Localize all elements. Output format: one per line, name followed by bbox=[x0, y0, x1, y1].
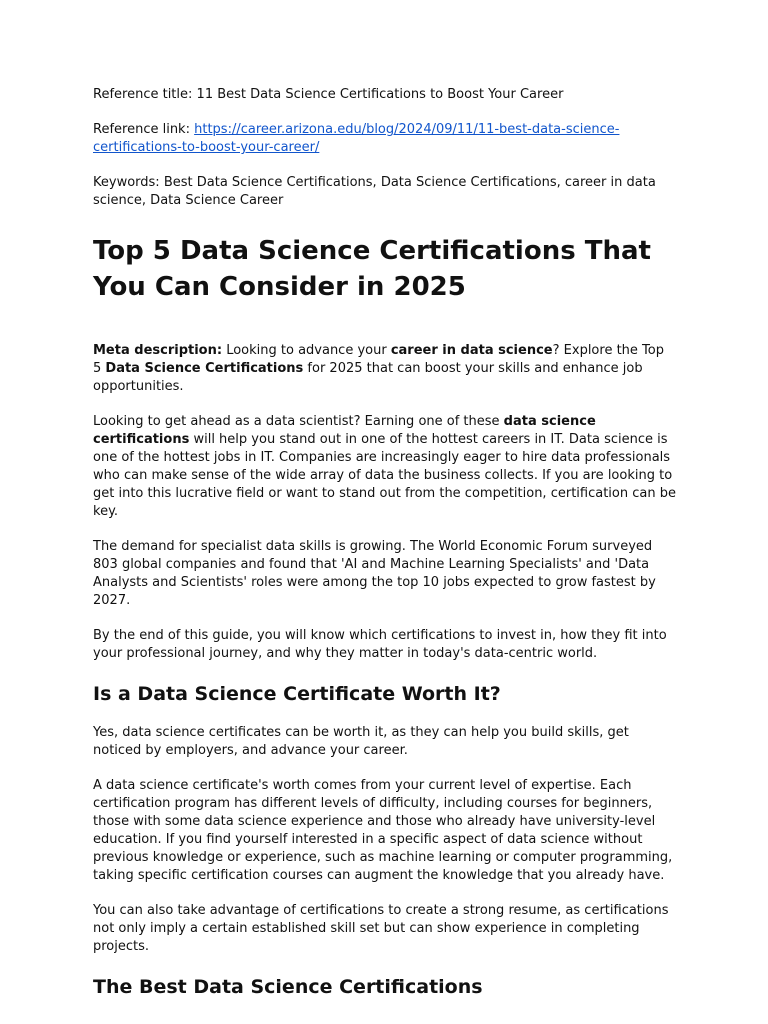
reference-url-line1: https://career.arizona.edu/blog/2024/09/11/11-best-data-science- bbox=[194, 122, 620, 137]
reference-link-label: Reference link: bbox=[93, 122, 190, 137]
reference-title bbox=[93, 86, 676, 104]
meta-text: Looking to advance your bbox=[222, 343, 391, 358]
section-heading-worth-it: Is a Data Science Certificate Worth It? bbox=[93, 683, 501, 705]
intro-bold-keyword: data science certifications bbox=[93, 414, 596, 447]
intro-paragraph-3: By the end of this guide, you will know which certifications to invest in, how they fit into your professional journey, and why they matter in today's data-centric world. bbox=[93, 628, 667, 661]
section1-paragraph-3: You can also take advantage of certifications to create a strong resume, as certifications not only imply a certain established skill set but can show experience in completing projects. bbox=[93, 903, 669, 954]
meta-text: ? Explore the Top 5 bbox=[93, 343, 664, 376]
intro-text: Looking to get ahead as a data scientist? Earning one of these bbox=[93, 414, 504, 429]
article-title: Top 5 Data Science Certifications That You Can Consider in 2025 bbox=[93, 236, 651, 302]
meta-description-label: Meta description: bbox=[93, 343, 223, 358]
meta-description bbox=[93, 342, 676, 396]
intro-paragraph-1 bbox=[93, 413, 676, 521]
meta-text: for 2025 that can boost your skills and enhance job opportunities. bbox=[93, 361, 643, 394]
intro-paragraph-2: The demand for specialist data skills is growing. The World Economic Forum surveyed 803 global companies and found that 'AI and Machine Learning Specialists' and 'Data Analysts and Scientists' roles were among the top 10 jobs expected to grow fastest by 2027. bbox=[93, 539, 656, 608]
keywords-label: Keywords: bbox=[93, 175, 160, 190]
reference-title-value: 11 Best Data Science Certifications to Boost Your Career bbox=[196, 87, 564, 102]
reference-link bbox=[93, 121, 676, 157]
keywords bbox=[93, 174, 676, 210]
intro-text: will help you stand out in one of the hottest careers in IT. Data science is one of the hottest jobs in IT. Companies are increasingly eager to hire data professionals who can make sense of the wide array of data the business collects. If you are looking to get into this lucrative field or want to stand out from the competition, certification can be key. bbox=[93, 432, 676, 519]
reference-title-label: Reference title: bbox=[93, 87, 193, 102]
meta-bold-keyword: career in data science bbox=[390, 343, 553, 358]
keywords-value: Best Data Science Certifications, Data Science Certifications, career in data science, Data Science Career bbox=[93, 175, 656, 208]
section-heading-best-certifications: The Best Data Science Certifications bbox=[93, 976, 483, 998]
reference-url-line2: certifications-to-boost-your-career/ bbox=[93, 140, 320, 155]
section1-paragraph-2: A data science certificate's worth comes from your current level of expertise. Each certification program has different levels of difficulty, including courses for beginners, those with some data science experience and those who already have university-level education. If you find yourself interested in a specific aspect of data science without previous knowledge or experience, such as machine learning or computer programming, taking specific certification courses can augment the knowledge that you already have. bbox=[93, 778, 673, 883]
meta-bold-keyword: Data Science Certifications bbox=[105, 361, 304, 376]
section1-paragraph-1: Yes, data science certificates can be worth it, as they can help you build skills, get noticed by employers, and advance your career. bbox=[93, 725, 629, 758]
